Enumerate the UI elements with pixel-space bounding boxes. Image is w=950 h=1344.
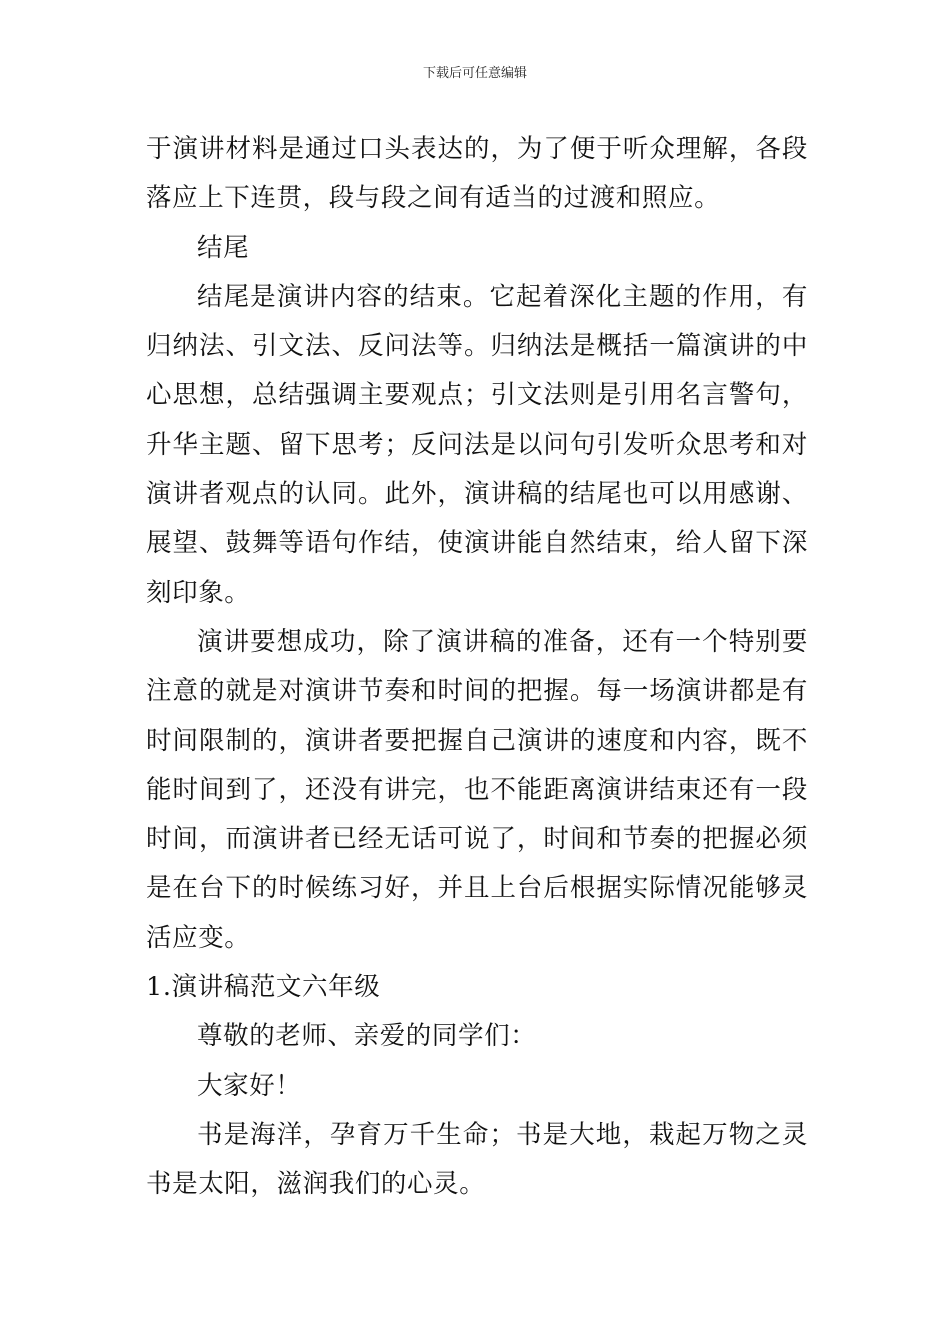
paragraph-timing: 演讲要想成功，除了演讲稿的准备，还有一个特别要注意的就是对演讲节奏和时间的把握。每一场演讲都是有时间限制的，演讲者要把握自己演讲的速度和内容，既不能时间到了，还没有讲完，也不能距离演讲结束还有一段时间，而演讲者已经无话可说了，时间和节奏的把握必须是在台下的时候练习好，并且上台后根据实际情况能够灵活应变。 bbox=[146, 626, 808, 953]
paragraph-greeting-salutation: 尊敬的老师、亲爱的同学们： bbox=[197, 1021, 537, 1052]
paragraph-transition: 于演讲材料是通过口头表达的，为了便于听众理解，各段落应上下连贯，段与段之间有适当的过渡和照应。 bbox=[146, 134, 808, 214]
paragraph-ending-methods: 结尾是演讲内容的结束。它起着深化主题的作用，有归纳法、引文法、反问法等。归纳法是概括一篇演讲的中心思想，总结强调主要观点；引文法则是引用名言警句，升华主题、留下思考；反问法是以问句引发听众思考和对演讲者观点的认同。此外，演讲稿的结尾也可以用感谢、展望、鼓舞等语句作结，使演讲能自然结束，给人留下深刻印象。 bbox=[146, 281, 808, 608]
paragraph-greeting: 大家好！ bbox=[197, 1070, 302, 1101]
page-header: 下载后可任意编辑 bbox=[422, 66, 527, 81]
section-heading-ending: 结尾 bbox=[197, 232, 250, 263]
document-body bbox=[146, 125, 808, 1210]
section-heading-sample: 1.演讲稿范文六年级 bbox=[146, 972, 381, 1003]
paragraph-books: 书是海洋，孕育万千生命；书是大地，栽起万物之灵书是太阳，滋润我们的心灵。 bbox=[146, 1119, 808, 1200]
